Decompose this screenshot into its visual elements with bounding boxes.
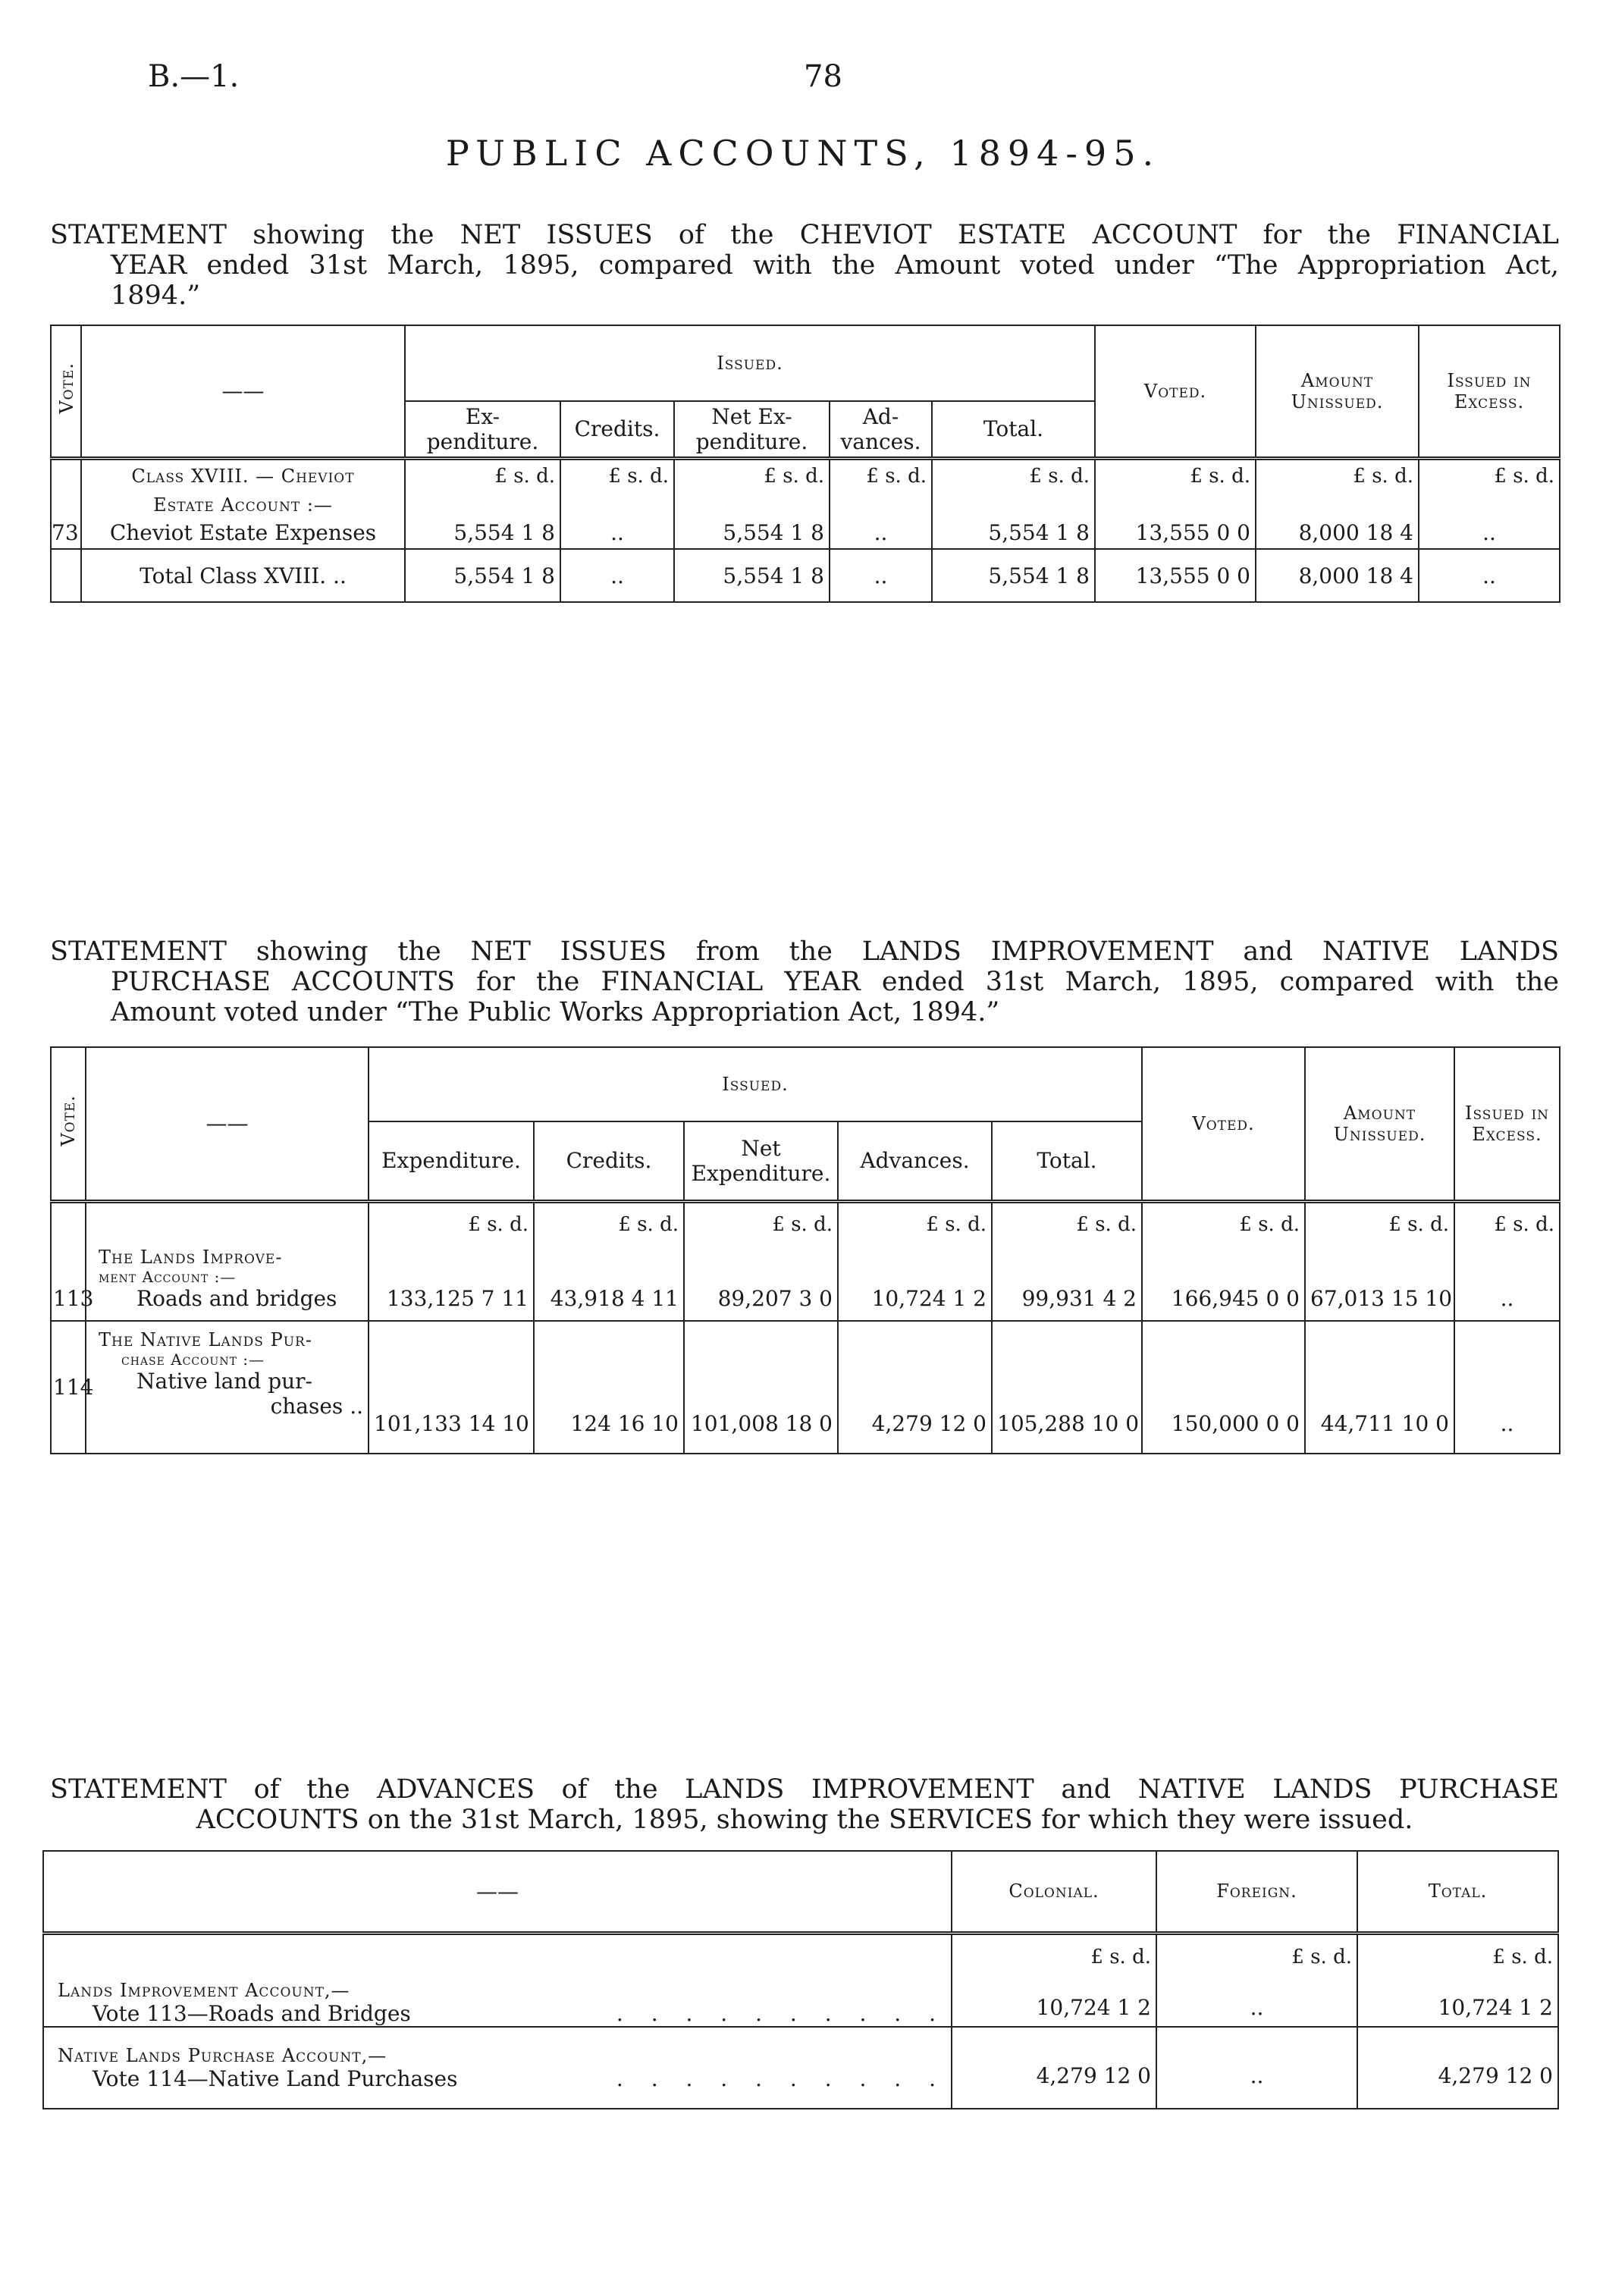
statement-3-line-2: ACCOUNTS on the 31st March, 1895, showing the SERVICES for which they were issued. (196, 1805, 1413, 1835)
vote-column-header: Vote. (51, 1047, 86, 1201)
total-net-expenditure-value: 5,554 1 8 (674, 549, 830, 602)
account-heading: Lands Improvement Account,— (58, 1980, 350, 2001)
total-column-header: Total. (992, 1121, 1142, 1201)
credits-column-header: Credits. (534, 1121, 684, 1201)
cheviot-estate-table (50, 325, 1561, 603)
total-row-label: Total Class XVIII. .. (81, 549, 405, 602)
expenditure-column-header: Ex- penditure. (405, 401, 560, 458)
total-value: 10,724 1 2 (1357, 1980, 1558, 2027)
colonial-value: 10,724 1 2 (952, 1980, 1156, 2027)
unit-label: £ s. d. (952, 1933, 1156, 1980)
table-row (43, 1980, 1558, 2027)
issued-in-excess-value: .. (1454, 1247, 1560, 1321)
advances-value: 4,279 12 0 (838, 1321, 992, 1454)
account-heading: ment Account :— (99, 1268, 237, 1286)
total-total-value: 5,554 1 8 (932, 549, 1095, 602)
document-code: B.—1. (148, 59, 240, 94)
unit-label: £ s. d. (534, 1201, 684, 1247)
amount-unissued-value: 8,000 18 4 (1256, 517, 1419, 549)
credits-column-header: Credits. (560, 401, 674, 458)
unit-label: £ s. d. (830, 458, 932, 493)
voted-value: 150,000 0 0 (1142, 1321, 1305, 1454)
unit-label: £ s. d. (992, 1201, 1142, 1247)
description-column-header: —— (81, 325, 405, 458)
leader-dots: . . . . . . . . . . (616, 2065, 946, 2091)
unit-label: £ s. d. (838, 1201, 992, 1247)
advances-column-header: Advances. (838, 1121, 992, 1201)
advances-table (42, 1850, 1559, 2109)
vote-number: 114 (51, 1321, 86, 1454)
expenditure-value: 101,133 14 10 (369, 1321, 534, 1454)
vote-number: 73 (51, 517, 81, 549)
total-column-header: Total. (932, 401, 1095, 458)
service-label: Roads and bridges (136, 1286, 337, 1311)
amount-unissued-value: 67,013 15 10 (1305, 1247, 1454, 1321)
net-expenditure-column-header: Net Expenditure. (684, 1121, 838, 1201)
issued-group-header: Issued. (369, 1047, 1142, 1121)
leader-dots: . . . . . . . . . . (616, 2001, 946, 2026)
account-heading: chase Account :— (121, 1350, 265, 1369)
unit-label: £ s. d. (1454, 1201, 1560, 1247)
account-heading: The Lands Improve- (99, 1247, 283, 1268)
unit-label: £ s. d. (369, 1201, 534, 1247)
page-title: PUBLIC ACCOUNTS, 1894-95. (445, 133, 1161, 174)
table-row (51, 1321, 1560, 1454)
unit-label: £ s. d. (1357, 1933, 1558, 1980)
issued-in-excess-column-header: Issued in Excess. (1419, 325, 1560, 458)
total-value: 4,279 12 0 (1357, 2027, 1558, 2109)
unit-label: £ s. d. (1256, 458, 1419, 493)
net-expenditure-value: 101,008 18 0 (684, 1321, 838, 1454)
expenditure-value: 5,554 1 8 (405, 517, 560, 549)
total-value: 99,931 4 2 (992, 1247, 1142, 1321)
statement-2-line-1: STATEMENT showing the NET ISSUES from the LANDS IMPROVEMENT and NATIVE LANDS (50, 936, 1559, 967)
issued-group-header: Issued. (405, 325, 1095, 401)
colonial-value: 4,279 12 0 (952, 2027, 1156, 2109)
net-expenditure-value: 5,554 1 8 (674, 517, 830, 549)
advances-value: .. (830, 517, 932, 549)
advances-column-header: Ad- vances. (830, 401, 932, 458)
amount-unissued-value: 44,711 10 0 (1305, 1321, 1454, 1454)
statement-1-line-1: STATEMENT showing the NET ISSUES of the CHEVIOT ESTATE ACCOUNT for the FINANCIAL (50, 220, 1559, 250)
statement-2-line-3: Amount voted under “The Public Works Appropriation Act, 1894.” (111, 997, 1000, 1027)
unit-label: £ s. d. (1095, 458, 1256, 493)
unit-label: £ s. d. (1142, 1201, 1305, 1247)
credits-value: 43,918 4 11 (534, 1247, 684, 1321)
vote-column-header: Vote. (51, 325, 81, 458)
unit-label: £ s. d. (405, 458, 560, 493)
statement-1-line-2: YEAR ended 31st March, 1895, compared with the Amount voted under “The Appropriation Act, (111, 250, 1559, 281)
foreign-value: .. (1156, 1980, 1357, 2027)
service-label: Native land pur- (136, 1369, 312, 1394)
unit-label: £ s. d. (560, 458, 674, 493)
foreign-column-header: Foreign. (1156, 1851, 1357, 1933)
expenditure-value: 133,125 7 11 (369, 1247, 534, 1321)
unit-label: £ s. d. (1156, 1933, 1357, 1980)
table-row (43, 2027, 1558, 2109)
total-value: 5,554 1 8 (932, 517, 1095, 549)
voted-column-header: Voted. (1095, 325, 1256, 458)
table-row (51, 1247, 1560, 1321)
total-excess-value: .. (1419, 549, 1560, 602)
amount-unissued-column-header: Amount Unissued. (1305, 1047, 1454, 1201)
colonial-column-header: Colonial. (952, 1851, 1156, 1933)
description-column-header: —— (86, 1047, 369, 1201)
lands-improvement-table (50, 1046, 1561, 1454)
table-row-label (86, 1247, 369, 1321)
advances-value: 10,724 1 2 (838, 1247, 992, 1321)
statement-1-line-3: 1894.” (111, 281, 201, 311)
credits-value: 124 16 10 (534, 1321, 684, 1454)
total-value: 105,288 10 0 (992, 1321, 1142, 1454)
vote-number: 113 (51, 1247, 86, 1321)
voted-value: 166,945 0 0 (1142, 1247, 1305, 1321)
statement-2-heading (50, 936, 1559, 1027)
credits-value: .. (560, 517, 674, 549)
class-heading-account: Estate Account :— (81, 493, 405, 517)
net-expenditure-value: 89,207 3 0 (684, 1247, 838, 1321)
statement-3-line-1: STATEMENT of the ADVANCES of the LANDS IMPROVEMENT and NATIVE LANDS PURCHASE (50, 1774, 1559, 1805)
table-row-label (86, 1321, 369, 1454)
unit-label: £ s. d. (1305, 1201, 1454, 1247)
unit-label: £ s. d. (684, 1201, 838, 1247)
page-number: 78 (804, 59, 842, 94)
statement-1-heading (50, 220, 1559, 311)
service-label: chases .. (270, 1394, 363, 1419)
unit-label: £ s. d. (1419, 458, 1560, 493)
table-row-label (43, 1980, 952, 2027)
account-heading: Native Lands Purchase Account,— (58, 2044, 387, 2066)
net-expenditure-column-header: Net Ex- penditure. (674, 401, 830, 458)
issued-in-excess-value: .. (1454, 1321, 1560, 1454)
total-expenditure-value: 5,554 1 8 (405, 549, 560, 602)
statement-2-line-2: PURCHASE ACCOUNTS for the FINANCIAL YEAR ended 31st March, 1895, compared with the (111, 967, 1559, 997)
total-credits-value: .. (560, 549, 674, 602)
description-column-header: —— (43, 1851, 952, 1933)
issued-in-excess-column-header: Issued in Excess. (1454, 1047, 1560, 1201)
service-label: Vote 113—Roads and Bridges (93, 2001, 411, 2026)
issued-in-excess-value: .. (1419, 517, 1560, 549)
unit-label: £ s. d. (674, 458, 830, 493)
total-voted-value: 13,555 0 0 (1095, 549, 1256, 602)
statement-3-heading (50, 1774, 1559, 1835)
foreign-value: .. (1156, 2027, 1357, 2109)
total-unissued-value: 8,000 18 4 (1256, 549, 1419, 602)
unit-label: £ s. d. (932, 458, 1095, 493)
total-advances-value: .. (830, 549, 932, 602)
table-row-label (43, 2027, 952, 2109)
total-column-header: Total. (1357, 1851, 1558, 1933)
account-heading: The Native Lands Pur- (99, 1329, 312, 1350)
class-heading: Class XVIII. — Cheviot (81, 458, 405, 493)
voted-value: 13,555 0 0 (1095, 517, 1256, 549)
table-row-label: Cheviot Estate Expenses (81, 517, 405, 549)
expenditure-column-header: Expenditure. (369, 1121, 534, 1201)
service-label: Vote 114—Native Land Purchases (93, 2065, 458, 2091)
amount-unissued-column-header: Amount Unissued. (1256, 325, 1419, 458)
voted-column-header: Voted. (1142, 1047, 1305, 1201)
